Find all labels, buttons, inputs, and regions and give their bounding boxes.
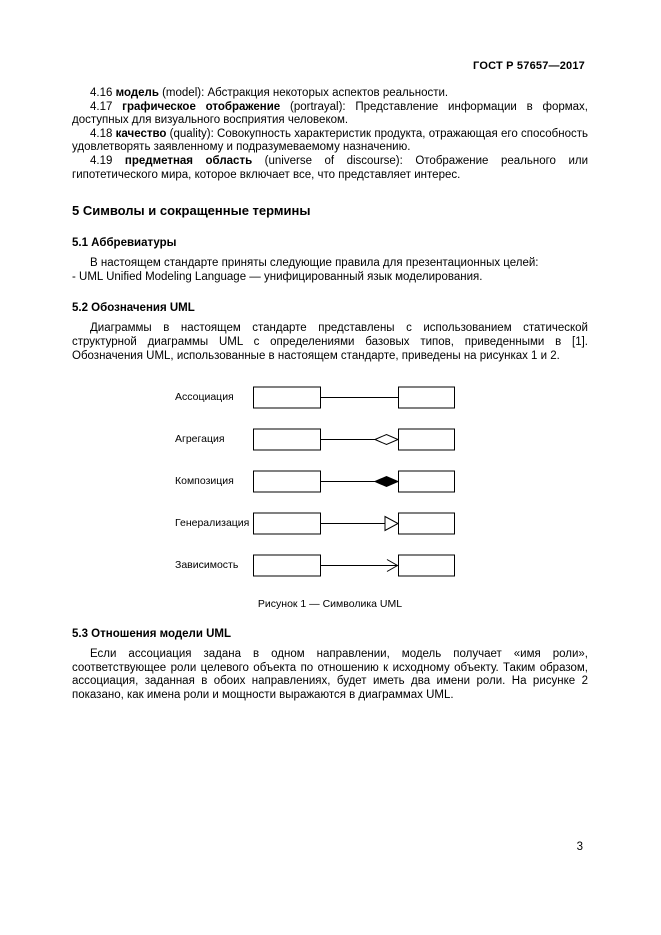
section-5-3-body: Если ассоциация задана в одном направлении, модель получает «имя роли», соответствующее роли целевого объекта по отношению к исходному объекту. Таким образом, ассоциация, заданная в обоих направлениях, будет иметь два имени роли. На рисунке 2 показано, как имена роли и мощности выражаются в диаграммах UML. (72, 648, 588, 701)
term-number: 4.19 (90, 154, 113, 167)
open-arrow-connector-icon (253, 554, 455, 577)
uml-row-label: Зависимость (175, 559, 239, 572)
figure-1 (72, 376, 588, 610)
term-number: 4.16 (90, 87, 113, 99)
section-5-title: 5 Символы и сокращенные термины (72, 203, 311, 219)
uml-row-composition (72, 460, 588, 502)
section-5-1-intro: В настоящем стандарте приняты следующие правила для презентационных целей: (90, 257, 539, 270)
hollow-diamond-connector-icon (253, 428, 455, 451)
term-number: 4.17 (90, 100, 113, 113)
term-name: графическое отображение (122, 100, 281, 113)
figure-1-caption: Рисунок 1 — Символика UML (257, 598, 403, 611)
term-definition: (quality): Совокупность характеристик продукта, отражающая его способность удовлетворять заявленному и подразумеваемому назначению. (72, 127, 588, 154)
uml-row-label: Композиция (175, 475, 234, 488)
term-paragraph-4-18 (72, 128, 588, 155)
term-paragraph-4-19 (72, 155, 588, 182)
page-number: 3 (576, 841, 583, 853)
uml-row-generalization (72, 502, 588, 544)
term-name: качество (115, 127, 167, 140)
hollow-triangle-connector-icon (253, 512, 455, 535)
term-definition: (portrayal): Представление информации в формах, доступных для визуального восприятия человеком. (72, 100, 588, 127)
uml-row-label: Генерализация (175, 517, 250, 530)
term-number: 4.18 (90, 127, 113, 140)
plain-line-connector-icon (253, 386, 455, 409)
term-definition: (universe of discourse): Отображение реального или гипотетического мира, которое включает все, что представляет интерес. (72, 154, 589, 181)
term-name: предметная область (124, 154, 253, 167)
term-paragraph-4-16 (72, 87, 588, 101)
uml-row-aggregation (72, 418, 588, 460)
section-5-3-title: 5.3 Отношения модели UML (72, 628, 232, 641)
uml-row-association (72, 376, 588, 418)
section-5-1-list-item: - UML Unified Modeling Language — унифицированный язык моделирования. (72, 270, 483, 283)
document-content (72, 87, 588, 703)
document-header: ГОСТ Р 57657—2017 (473, 60, 585, 72)
section-5-2-body: Диаграммы в настоящем стандарте представлены с использованием статической структурной диаграммы UML с определениями базовых типов, приведенными в [1]. Обозначения UML, использованные в настоящем стандарте, приведены на рисунках 1 и 2. (72, 322, 588, 362)
section-5-2-title: 5.2 Обозначения UML (72, 302, 195, 315)
term-name: модель (115, 87, 159, 99)
filled-diamond-connector-icon (253, 470, 455, 493)
section-5-1-title: 5.1 Аббревиатуры (72, 237, 177, 250)
term-paragraph-4-17 (72, 101, 588, 128)
uml-row-label: Ассоциация (175, 391, 234, 404)
uml-row-dependency (72, 544, 588, 586)
uml-row-label: Агрегация (175, 433, 225, 446)
term-definition: (model): Абстракция некоторых аспектов реальности. (158, 87, 449, 99)
